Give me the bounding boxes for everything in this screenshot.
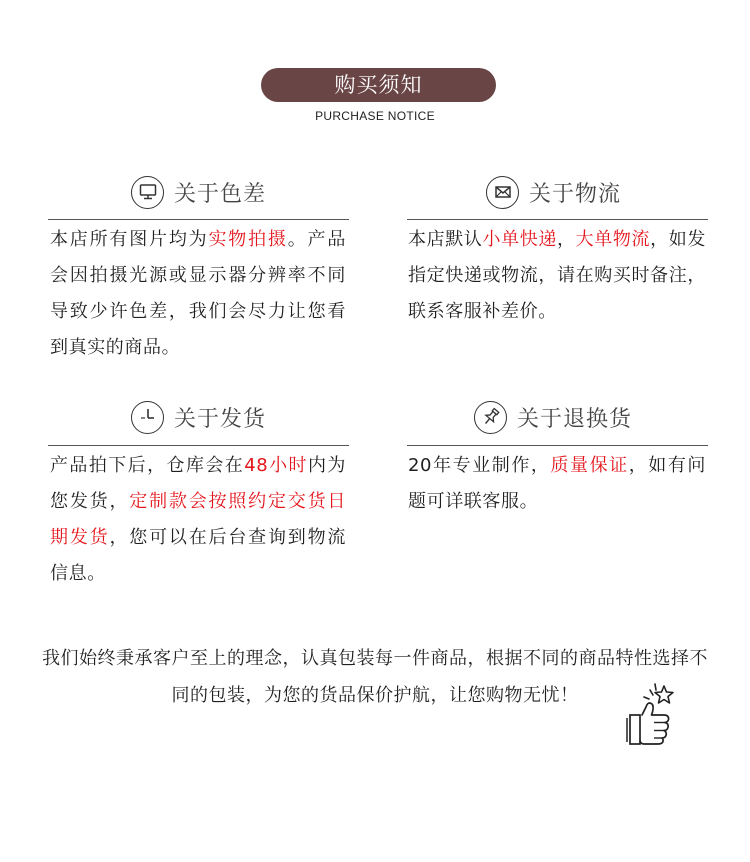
body-text: 产品拍下后，仓库会在	[50, 455, 245, 476]
highlight-text: 定制款会按照约定交货日期发货	[50, 491, 346, 548]
highlight-text: 小单快递	[482, 229, 557, 250]
body-text: ，如发指定快递或物流，请在购买时备注，联系客服补差价。	[408, 229, 706, 322]
highlight-text: 质量保证	[550, 455, 629, 476]
monitor-icon	[131, 176, 164, 209]
thumbs-up-icon	[624, 681, 680, 751]
highlight-text: 大单物流	[575, 229, 651, 250]
divider	[48, 445, 349, 446]
body-text: 内为您发货，	[50, 455, 346, 512]
section-header-returns	[474, 397, 632, 437]
section-header-color	[131, 172, 266, 212]
body-text: 本店默认	[408, 229, 483, 250]
divider	[48, 219, 349, 220]
body-text: 。产品会因拍摄光源或显示器分辨率不同导致少许色差，我们会尽力让您看到真实的商品。	[50, 229, 346, 358]
envelope-icon	[486, 176, 519, 209]
body-text: ，如有问题可详联客服。	[408, 455, 706, 512]
section-body-color	[50, 222, 346, 366]
section-title: 关于物流	[529, 181, 622, 207]
section-header-shipping	[131, 397, 266, 437]
divider	[407, 445, 708, 446]
pushpin-icon	[474, 401, 507, 434]
body-text: ，您可以在后台查询到物流信息。	[50, 527, 346, 584]
section-title: 关于退换货	[517, 406, 633, 432]
section-title: 关于色差	[174, 181, 267, 207]
section-header-logistics	[486, 172, 621, 212]
body-text: 20年专业制作，	[408, 455, 551, 476]
section-body-logistics	[408, 222, 706, 330]
highlight-text: 实物拍摄	[208, 229, 288, 250]
section-title: 关于发货	[174, 406, 267, 432]
page-subtitle: PURCHASE NOTICE	[315, 109, 435, 123]
clock-icon	[131, 401, 164, 434]
section-body-shipping	[50, 448, 346, 592]
closing-statement: 我们始终秉承客户至上的理念，认真包装每一件商品，根据不同的商品特性选择不同的包装，为您的货品保价护航，让您购物无忧！	[42, 648, 708, 706]
highlight-text: 48小时	[244, 455, 308, 476]
divider	[407, 219, 708, 220]
body-text: ，	[557, 229, 576, 250]
page-title: 购买须知	[261, 68, 496, 102]
body-text: 本店所有图片均为	[50, 229, 209, 250]
section-body-returns	[408, 448, 706, 520]
